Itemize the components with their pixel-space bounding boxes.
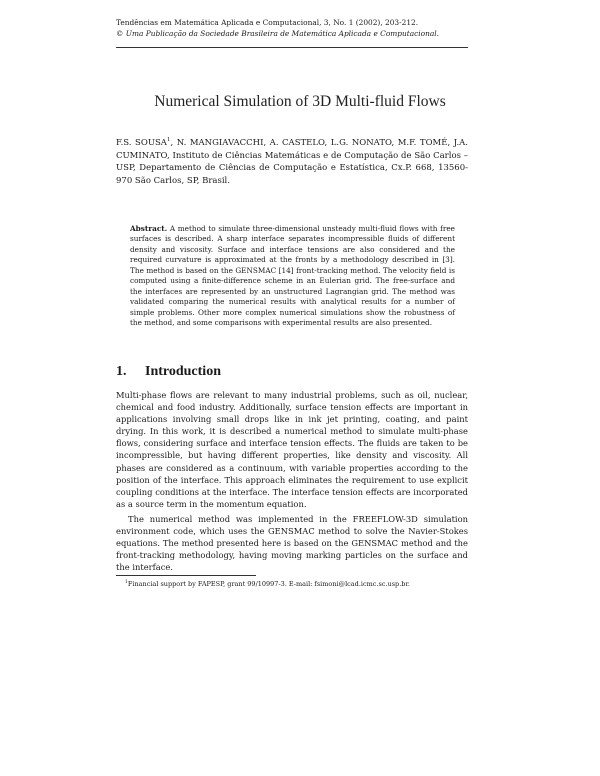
- introduction-body: [116, 389, 468, 573]
- journal-copyright: © Uma Publicação da Sociedade Brasileira de Matemática Aplicada e Computacional.: [116, 29, 439, 38]
- footnote-text: Financial support by FAPESP, grant 99/10997-3. E-mail: fsimoni@lcad.icmc.sc.usp.br.: [127, 580, 410, 589]
- journal-citation: Tendências em Matemática Aplicada e Computacional, 3, No. 1 (2002), 203-212.: [116, 18, 419, 27]
- header-rule: [116, 47, 468, 48]
- footnote-mark: 1: [125, 580, 128, 585]
- section-heading: [116, 364, 221, 380]
- footnote-rule: [116, 575, 256, 576]
- abstract-text: A method to simulate three-dimensional unsteady multi-fluid flows with free surfaces is described. A sharp interface separates incompressible fluids of different density and viscosity. Surface and interface tensions are also considered and the required curvature is approximated at the fronts by a methodology described in [3]. The method is based on the GENSMAC [14] front-tracking method. The velocity field is computed using a finite-difference scheme in an Eulerian grid. The free-surface and the interfaces are represented by an unstructured Lagrangian grid. The method was validated comparing the numerical results with analytical results for a number of simple problems. Other more complex numerical simulations show the robustness of the method, and some comparisons with experimental results are also presented.: [130, 224, 455, 328]
- paragraph: The numerical method was implemented in the FREEFLOW-3D simulation environment code, which uses the GENSMAC method to solve the Navier-Stokes equations. The method presented here is based on the GENSMAC method and the front-tracking methodology, having moving marking particles on the surface and the interface.: [116, 513, 468, 573]
- paper-title: Numerical Simulation of 3D Multi-fluid Flows: [154, 93, 446, 110]
- author-footnote-mark: 1: [166, 137, 171, 144]
- abstract: [130, 224, 455, 329]
- journal-header: [116, 17, 468, 39]
- footnote: [125, 578, 410, 589]
- section-title: Introduction: [145, 364, 221, 379]
- author-list: , N. MANGIAVACCHI, A. CASTELO, L.G. NONATO, M.F. TOMÉ, J.A. CUMINATO, Instituto de Ciências Matemáticas e de Computação de São Carlos – USP, Departamento de Ciências de Computação e Estatística, Cx.P. 668, 13560-970 São Carlos, SP, Brasil.: [116, 138, 468, 186]
- section-number: 1.: [116, 364, 127, 379]
- paragraph: Multi-phase flows are relevant to many industrial problems, such as oil, nuclear, chemical and food industry. Additionally, surface tension effects are important in applications involving small drops like in ink jet printing, coating, and paint drying. In this work, it is described a numerical method to simulate multi-phase flows, considering surface and interface tension effects. The fluids are taken to be incompressible, but having different properties, like density and viscosity. All phases are considered as a continuum, with variable properties according to the position of the interface. This approach eliminates the requirement to use explicit coupling conditions at the interface. The interface tension effects are incorporated as a source term in the momentum equation.: [116, 390, 468, 509]
- author-affiliations: [116, 137, 468, 187]
- first-author: F.S. SOUSA: [116, 138, 167, 148]
- abstract-label: Abstract.: [130, 224, 168, 233]
